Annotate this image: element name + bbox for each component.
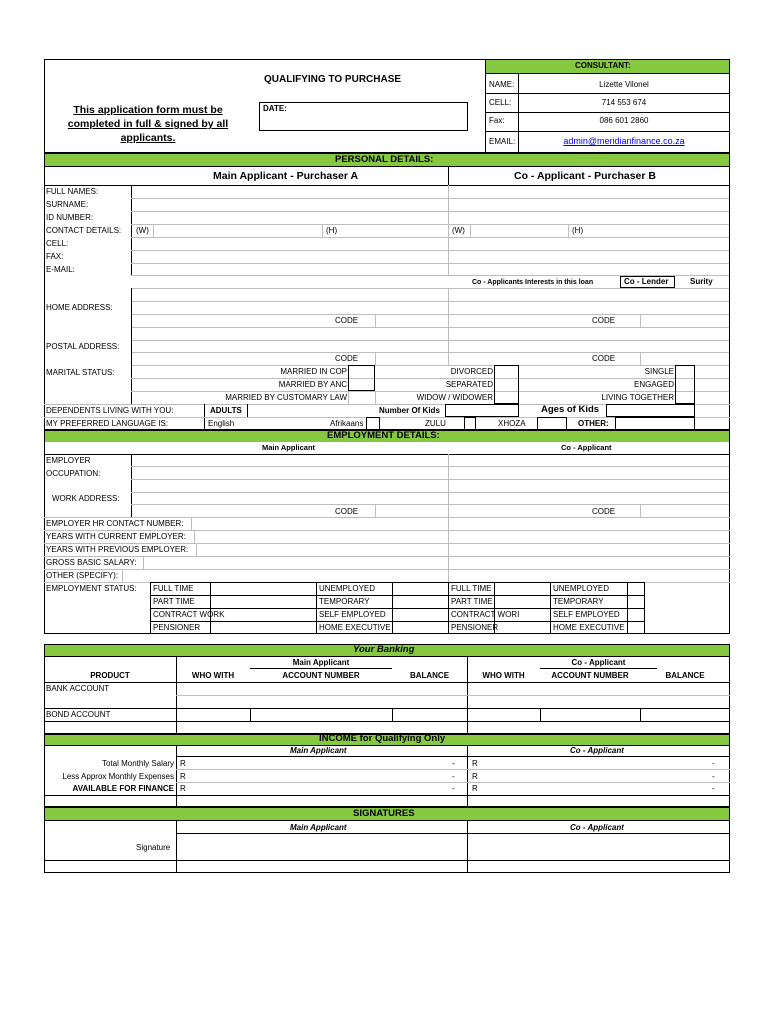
bank-main-heading: Main Applicant	[292, 658, 350, 667]
who-with-header-co: WHO WITH	[482, 671, 525, 680]
notice-line-1: This application form must be	[73, 104, 223, 116]
contact-details-label: CONTACT DETAILS:	[46, 226, 122, 235]
cell-label: CELL:	[46, 239, 69, 248]
surname-label: SURNAME:	[46, 200, 89, 209]
work-code-co: CODE	[592, 507, 616, 516]
income-main-heading: Main Applicant	[290, 746, 347, 755]
available-cur-main: R	[180, 784, 186, 793]
ages-kids-field[interactable]	[606, 404, 695, 417]
product-header: PRODUCT	[90, 671, 130, 680]
years-current-label: YEARS WITH CURRENT EMPLOYER:	[46, 532, 186, 541]
surety-label: Surity	[690, 277, 713, 286]
bank-account-label: BANK ACCOUNT	[46, 684, 110, 693]
home-address-label: HOME ADDRESS:	[46, 303, 113, 312]
years-previous-label: YEARS WITH PREVIOUS EMPLOYER:	[46, 545, 189, 554]
consultant-name: Lizette Vilonel	[599, 80, 649, 89]
balance-header-co: BALANCE	[665, 671, 705, 680]
main-applicant-heading: Main Applicant - Purchaser A	[213, 170, 359, 182]
work-code-main: CODE	[335, 507, 359, 516]
single-option: SINGLE	[644, 367, 674, 376]
consultant-cell: 714 553 674	[601, 98, 647, 107]
hr-contact-label: EMPLOYER HR CONTACT NUMBER:	[46, 519, 184, 528]
bank-co-heading: Co - Applicant	[571, 658, 626, 667]
divorced-checkbox[interactable]	[494, 365, 519, 404]
language-label: MY PREFERRED LANGUAGE IS:	[46, 419, 169, 428]
work-address-label: WORK ADDRESS:	[52, 494, 120, 503]
home-code-co: CODE	[592, 316, 616, 325]
married-cop-option: MARRIED IN COP	[280, 367, 347, 376]
available-dash-co: -	[712, 784, 715, 793]
email-label: E-MAIL:	[46, 265, 75, 274]
available-finance-label: AVAILABLE FOR FINANCE	[72, 784, 174, 793]
consultant-email-label: EMAIL:	[489, 137, 516, 146]
dependents-label: DEPENDENTS LIVING WITH YOU:	[46, 406, 174, 415]
co-lender-label: Co - Lender	[624, 277, 669, 286]
co-self-employed: SELF EMPLOYED	[553, 610, 620, 619]
full-names-label: FULL NAMES:	[46, 187, 99, 196]
form-title: QUALIFYING TO PURCHASE	[264, 74, 402, 85]
postal-code-main: CODE	[335, 354, 359, 363]
married-customary-option: MARRIED BY CUSTOMARY LAW	[225, 393, 347, 402]
lang-xhoza: XHOZA	[498, 419, 526, 428]
num-kids-field[interactable]	[445, 404, 519, 417]
widow-option: WIDOW / WIDOWER	[416, 393, 493, 402]
expenses-dash-co: -	[712, 772, 715, 781]
lang-other-label: OTHER:	[578, 419, 609, 428]
married-cop-checkbox[interactable]	[348, 365, 375, 391]
account-number-header-co: ACCOUNT NUMBER	[551, 671, 629, 680]
personal-details-title: PERSONAL DETAILS:	[335, 154, 434, 165]
marital-status-label: MARITAL STATUS:	[46, 368, 115, 377]
co-pensioner: PENSIONER	[451, 623, 499, 632]
single-checkbox[interactable]	[675, 365, 695, 404]
income-co-heading: Co - Applicant	[570, 746, 624, 755]
main-home-executive: HOME EXECUTIVE	[319, 623, 391, 632]
date-label: DATE:	[263, 104, 287, 113]
co-home-phone-label: (H)	[572, 226, 584, 235]
lang-english: English	[208, 419, 235, 428]
emp-main-heading: Main Applicant	[262, 443, 316, 452]
co-unemployed: UNEMPLOYED	[553, 584, 610, 593]
co-signature-field[interactable]	[468, 834, 729, 860]
consultant-heading: CONSULTANT:	[575, 61, 631, 70]
emp-co-heading: Co - Applicant	[561, 443, 612, 452]
main-pensioner: PENSIONER	[153, 623, 201, 632]
zulu-checkbox[interactable]	[464, 417, 476, 430]
main-full-time: FULL TIME	[153, 584, 194, 593]
available-cur-co: R	[472, 784, 478, 793]
co-temporary: TEMPORARY	[553, 597, 604, 606]
co-interest-label: Co - Applicants Interests in this loan	[472, 279, 594, 286]
salary-cur-main: R	[180, 759, 186, 768]
main-part-time: PART TIME	[153, 597, 195, 606]
occupation-label: OCCUPATION:	[46, 469, 101, 478]
salary-dash-co: -	[712, 759, 715, 768]
employment-details-title: EMPLOYMENT DETAILS:	[327, 430, 440, 441]
xhoza-checkbox[interactable]	[537, 417, 567, 430]
engaged-option: ENGAGED	[633, 380, 674, 389]
available-dash-main: -	[452, 784, 455, 793]
home-code-main: CODE	[335, 316, 359, 325]
consultant-email-link[interactable]: admin@meridianfinance.co.za	[563, 136, 685, 146]
lang-afrikaans: Afrikaans	[330, 419, 364, 428]
num-kids-label: Number Of Kids	[379, 406, 440, 415]
bond-account-label: BOND ACCOUNT	[46, 710, 111, 719]
fax-label: FAX:	[46, 252, 64, 261]
postal-code-co: CODE	[592, 354, 616, 363]
lang-zulu: ZULU	[425, 419, 446, 428]
afrikaans-checkbox[interactable]	[366, 417, 380, 430]
ages-kids-label: Ages of Kids	[541, 404, 600, 415]
co-part-time: PART TIME	[451, 597, 493, 606]
divorced-option: DIVORCED	[450, 367, 493, 376]
signature-label: Signature	[136, 843, 171, 852]
employment-status-label: EMPLOYMENT STATUS:	[46, 584, 137, 593]
lang-other-field[interactable]	[615, 417, 695, 430]
income-title: INCOME for Qualifying Only	[319, 733, 446, 744]
expenses-cur-main: R	[180, 772, 186, 781]
main-home-phone-label: (H)	[326, 226, 338, 235]
co-work-phone-label: (W)	[452, 226, 465, 235]
main-unemployed: UNEMPLOYED	[319, 584, 376, 593]
expenses-dash-main: -	[452, 772, 455, 781]
co-applicant-heading: Co - Applicant - Purchaser B	[514, 170, 656, 182]
total-salary-label: Total Monthly Salary	[101, 759, 174, 768]
gross-salary-label: GROSS BASIC SALARY:	[46, 558, 137, 567]
living-together-option: LIVING TOGETHER	[601, 393, 674, 402]
main-self-employed: SELF EMPLOYED	[319, 610, 386, 619]
employer-label: EMPLOYER	[46, 456, 91, 465]
consultant-name-label: NAME:	[489, 80, 515, 89]
salary-dash-main: -	[452, 759, 455, 768]
who-with-header-main: WHO WITH	[191, 671, 235, 680]
notice-line-3: applicants.	[120, 132, 176, 144]
sig-main-heading: Main Applicant	[290, 823, 347, 832]
banking-title: Your Banking	[353, 644, 415, 655]
consultant-fax: 086 601 2860	[599, 116, 649, 125]
co-full-time: FULL TIME	[451, 584, 492, 593]
consultant-fax-label: Fax:	[489, 116, 505, 125]
co-home-executive: HOME EXECUTIVE	[553, 623, 625, 632]
main-signature-field[interactable]	[177, 834, 466, 860]
date-field[interactable]	[259, 102, 468, 131]
consultant-cell-label: CELL:	[489, 98, 512, 107]
balance-header-main: BALANCE	[409, 671, 450, 680]
main-temporary: TEMPORARY	[319, 597, 370, 606]
main-work-phone-label: (W)	[136, 226, 149, 235]
main-contract-work: CONTRACT WORK	[153, 610, 225, 619]
separated-option: SEPARATED	[445, 380, 493, 389]
adults-label: ADULTS	[210, 406, 242, 415]
other-specify-label: OTHER (SPECIFY):	[46, 571, 119, 580]
signatures-title: SIGNATURES	[353, 808, 415, 819]
co-contract-work: CONTRACT WORI	[451, 610, 520, 619]
id-number-label: ID NUMBER:	[46, 213, 94, 222]
notice-line-2: completed in full & signed by all	[67, 118, 229, 130]
expenses-label: Less Approx Monthly Expenses	[62, 772, 174, 781]
married-anc-option: MARRIED BY ANC	[278, 380, 347, 389]
postal-address-label: POSTAL ADDRESS:	[46, 342, 120, 351]
expenses-cur-co: R	[472, 772, 478, 781]
account-number-header-main: ACCOUNT NUMBER	[282, 671, 360, 680]
sig-co-heading: Co - Applicant	[570, 823, 624, 832]
salary-cur-co: R	[472, 759, 478, 768]
